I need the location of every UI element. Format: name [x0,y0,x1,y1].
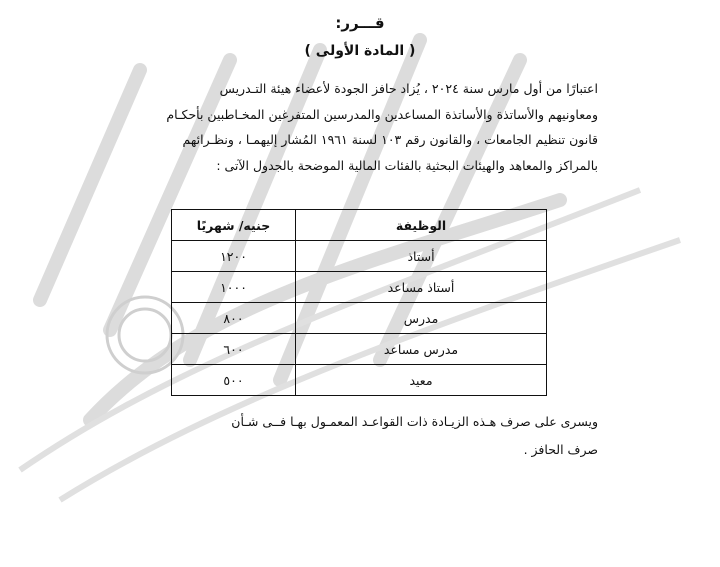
allowance-table [171,209,547,396]
amount-cell: ٥٠٠ [172,365,296,396]
decree-heading: قـــرر: [335,14,385,32]
amount-cell: ١٢٠٠ [172,241,296,272]
paragraph-line: اعتبارًا من أول مارس سنة ٢٠٢٤ ، يُزاد حافز الجودة لأعضاء هيئة التـدريس [219,81,598,96]
header-amount: جنيه/ شهريًا [172,210,296,241]
position-cell: معيد [296,365,547,396]
closing-line: ويسرى على صرف هـذه الزيـادة ذات القواعـد المعمـول بهـا فــى شـأن [231,414,598,429]
position-cell: مدرس [296,303,547,334]
table-row [172,334,547,365]
header-position: الوظيفة [296,210,547,241]
decree-paragraph [120,76,598,178]
table-row [172,303,547,334]
table-row [172,365,547,396]
paragraph-line: ومعاونيهم والأساتذة والأساتذة المساعدين والمدرسين المتفرغين المخـاطبين بأحكـام [166,106,598,122]
article-title: ( المادة الأولى ) [304,43,416,59]
position-cell: أستاذ [296,241,547,272]
table-row [172,241,547,272]
amount-cell: ١٠٠٠ [172,272,296,303]
position-cell: مدرس مساعد [296,334,547,365]
amount-cell: ٨٠٠ [172,303,296,334]
table-row [172,272,547,303]
paragraph-line: بالمراكز والمعاهد والهيئات البحثية بالفئات المالية الموضحة بالجدول الآتى : [216,157,598,173]
amount-cell: ٦٠٠ [172,334,296,365]
closing-paragraph [120,408,598,464]
closing-line: صرف الحافز . [523,442,598,457]
table-header-row [172,210,547,241]
paragraph-line: قانون تنظيم الجامعات ، والقانون رقم ١٠٣ لسنة ١٩٦١ المُشار إليهمـا ، ونظـرائهم [182,132,598,147]
position-cell: أستاذ مساعد [296,272,547,303]
